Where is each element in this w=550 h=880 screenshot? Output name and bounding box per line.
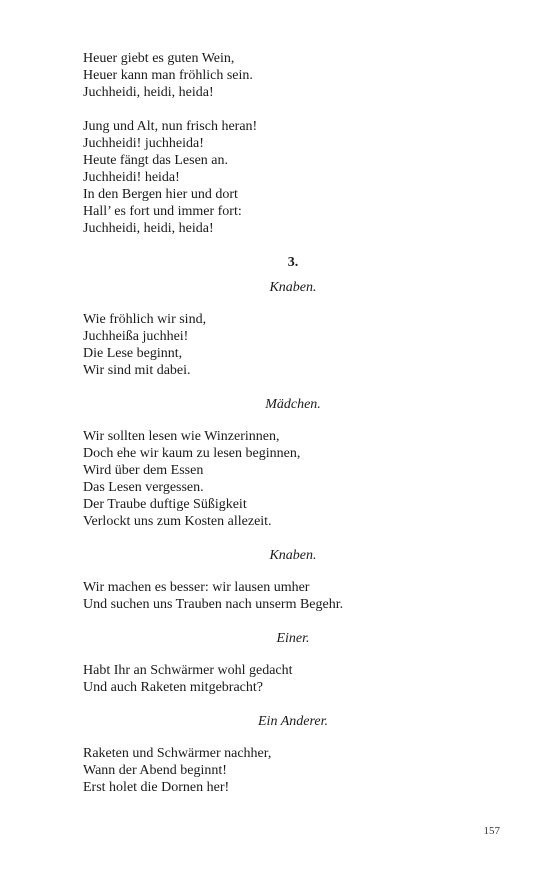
verse-line: In den Bergen hier und dort [83, 187, 238, 202]
verse-line: Wie fröhlich wir sind, [83, 312, 207, 327]
verse-line: Die Lese beginnt, [83, 346, 183, 361]
verse-line: Wir sind mit dabei. [83, 363, 191, 378]
verse-line: Doch ehe wir kaum zu lesen beginnen, [83, 446, 301, 461]
stanza-maedchen [83, 428, 503, 530]
stanza-knaben-2 [83, 579, 503, 613]
verse-line: Wir sollten lesen wie Winzerinnen, [83, 429, 280, 444]
speaker-label: Einer. [276, 631, 310, 646]
stanza-knaben [83, 311, 503, 379]
verse-line: Jung und Alt, nun frisch heran! [83, 119, 258, 134]
verse-line: Erst holet die Dornen her! [83, 780, 230, 795]
verse-line: Juchheidi! heida! [83, 170, 180, 185]
section-number: 3. [287, 255, 299, 270]
stanza-einer [83, 662, 503, 696]
verse-line: Und auch Raketen mitgebracht? [83, 680, 263, 695]
verse-line: Der Traube duftige Süßigkeit [83, 497, 247, 512]
verse-line: Heute fängt das Lesen an. [83, 153, 228, 168]
verse-line: Hall’ es fort und immer fort: [83, 204, 242, 219]
speaker-label: Knaben. [269, 280, 317, 295]
page-number: 157 [483, 825, 500, 837]
verse-line: Und suchen uns Trauben nach unserm Begehr. [83, 597, 344, 612]
speaker-label: Ein Anderer. [258, 714, 328, 729]
stanza-ein-anderer [83, 745, 503, 796]
stanza-2 [83, 118, 503, 237]
speaker-label: Mädchen. [265, 397, 321, 412]
verse-line: Raketen und Schwärmer nachher, [83, 746, 272, 761]
verse-line: Habt Ihr an Schwärmer wohl gedacht [83, 663, 293, 678]
verse-line: Wann der Abend beginnt! [83, 763, 227, 778]
speaker-label: Knaben. [269, 548, 317, 563]
verse-line: Juchheidi! juchheida! [83, 136, 204, 151]
verse-line: Heuer kann man fröhlich sein. [83, 68, 253, 83]
verse-line: Juchheidi, heidi, heida! [83, 85, 214, 100]
verse-line: Juchheidi, heidi, heida! [83, 221, 214, 236]
verse-line: Heuer giebt es guten Wein, [83, 51, 235, 66]
verse-line: Wir machen es besser: wir lausen umher [83, 580, 310, 595]
verse-line: Wird über dem Essen [83, 463, 204, 478]
verse-line: Juchheißa juchhei! [83, 329, 189, 344]
verse-line: Verlockt uns zum Kosten allezeit. [83, 514, 272, 529]
verse-line: Das Lesen vergessen. [83, 480, 204, 495]
stanza-1 [83, 50, 503, 101]
poem-text [83, 50, 503, 813]
